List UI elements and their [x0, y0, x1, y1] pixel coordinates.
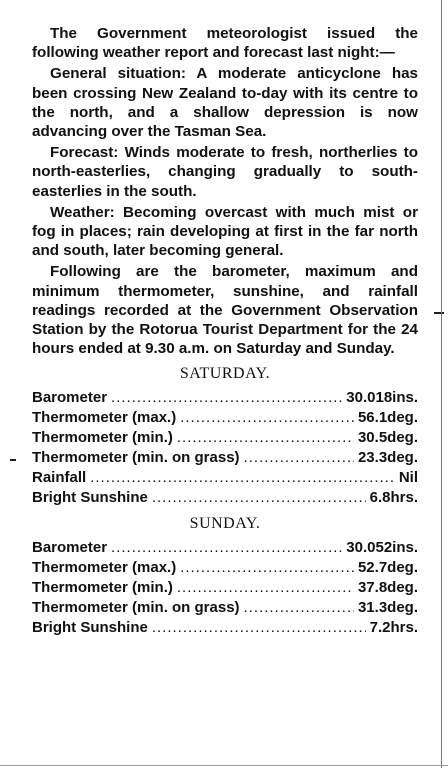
reading-label: Rainfall: [32, 469, 87, 487]
table-row: [32, 388, 418, 408]
reading-label: Barometer: [32, 539, 108, 557]
reading-value: 23.3deg.: [357, 449, 418, 467]
intro-paragraph: The Government meteorologist issued the following weather report and forecast last night:—: [32, 25, 418, 62]
sunday-heading: SUNDAY.: [189, 515, 261, 533]
clipping-edge: [441, 0, 442, 768]
forecast-paragraph: Forecast: Winds moderate to fresh, northerlies to north-easterlies, changing gradually to south-easterlies in the south.: [32, 144, 418, 200]
margin-mark: [434, 312, 444, 314]
saturday-heading: SATURDAY.: [179, 365, 271, 383]
reading-value: 30.5deg.: [357, 429, 418, 447]
table-row: [32, 558, 418, 578]
weather-paragraph: Weather: Becoming overcast with much mist or fog in places; rain developing at first in the far north and south, later becoming general.: [32, 203, 418, 260]
saturday-readings-table: [32, 388, 418, 508]
reading-value: Nil: [398, 469, 418, 487]
table-row: [32, 538, 418, 558]
table-row: [32, 448, 418, 468]
reading-value: 52.7deg.: [357, 559, 418, 577]
general-situation-paragraph: General situation: A moderate anticyclone has been crossing New Zealand to-day with its centre to the north, and a shallow depression is now advancing over the Tasman Sea.: [32, 65, 418, 141]
table-row: [32, 578, 418, 598]
sunday-readings-table: [32, 538, 418, 638]
reading-value: 31.3deg.: [357, 599, 418, 617]
reading-label: Bright Sunshine: [32, 619, 148, 637]
leader-dots: [177, 428, 354, 448]
reading-label: Thermometer (min. on grass): [32, 449, 240, 467]
reading-value: 56.1deg.: [357, 409, 418, 427]
leader-dots: [90, 468, 395, 488]
reading-value: 30.052ins.: [346, 539, 418, 557]
reading-label: Thermometer (max.): [32, 559, 177, 577]
margin-mark: [10, 459, 16, 461]
leader-dots: [111, 538, 342, 558]
reading-value: 37.8deg.: [357, 579, 418, 597]
table-row: [32, 488, 418, 508]
table-row: [32, 428, 418, 448]
leader-dots: [177, 578, 354, 598]
leader-dots: [111, 388, 342, 408]
reading-label: Thermometer (min.): [32, 429, 173, 447]
readings-intro-paragraph: Following are the barometer, maximum and minimum thermometer, sunshine, and rainfall readings recorded at the Government Observation Station by the Rotorua Tourist Department for the 24 hours ended at 9.30 a.m. on Saturday and Sunday.: [32, 263, 418, 358]
leader-dots: [180, 408, 354, 428]
leader-dots: [244, 448, 354, 468]
clipping-edge: [0, 765, 448, 766]
leader-dots: [152, 488, 366, 508]
leader-dots: [244, 598, 354, 618]
table-row: [32, 598, 418, 618]
table-row: [32, 468, 418, 488]
reading-label: Thermometer (min. on grass): [32, 599, 240, 617]
reading-value: 30.018ins.: [346, 389, 418, 407]
reading-value: 7.2hrs.: [369, 619, 418, 637]
reading-label: Thermometer (max.): [32, 409, 177, 427]
leader-dots: [152, 618, 366, 638]
reading-label: Thermometer (min.): [32, 579, 173, 597]
table-row: [32, 408, 418, 428]
reading-label: Bright Sunshine: [32, 489, 148, 507]
leader-dots: [180, 558, 354, 578]
reading-label: Barometer: [32, 389, 108, 407]
table-row: [32, 618, 418, 638]
reading-value: 6.8hrs.: [369, 489, 418, 507]
